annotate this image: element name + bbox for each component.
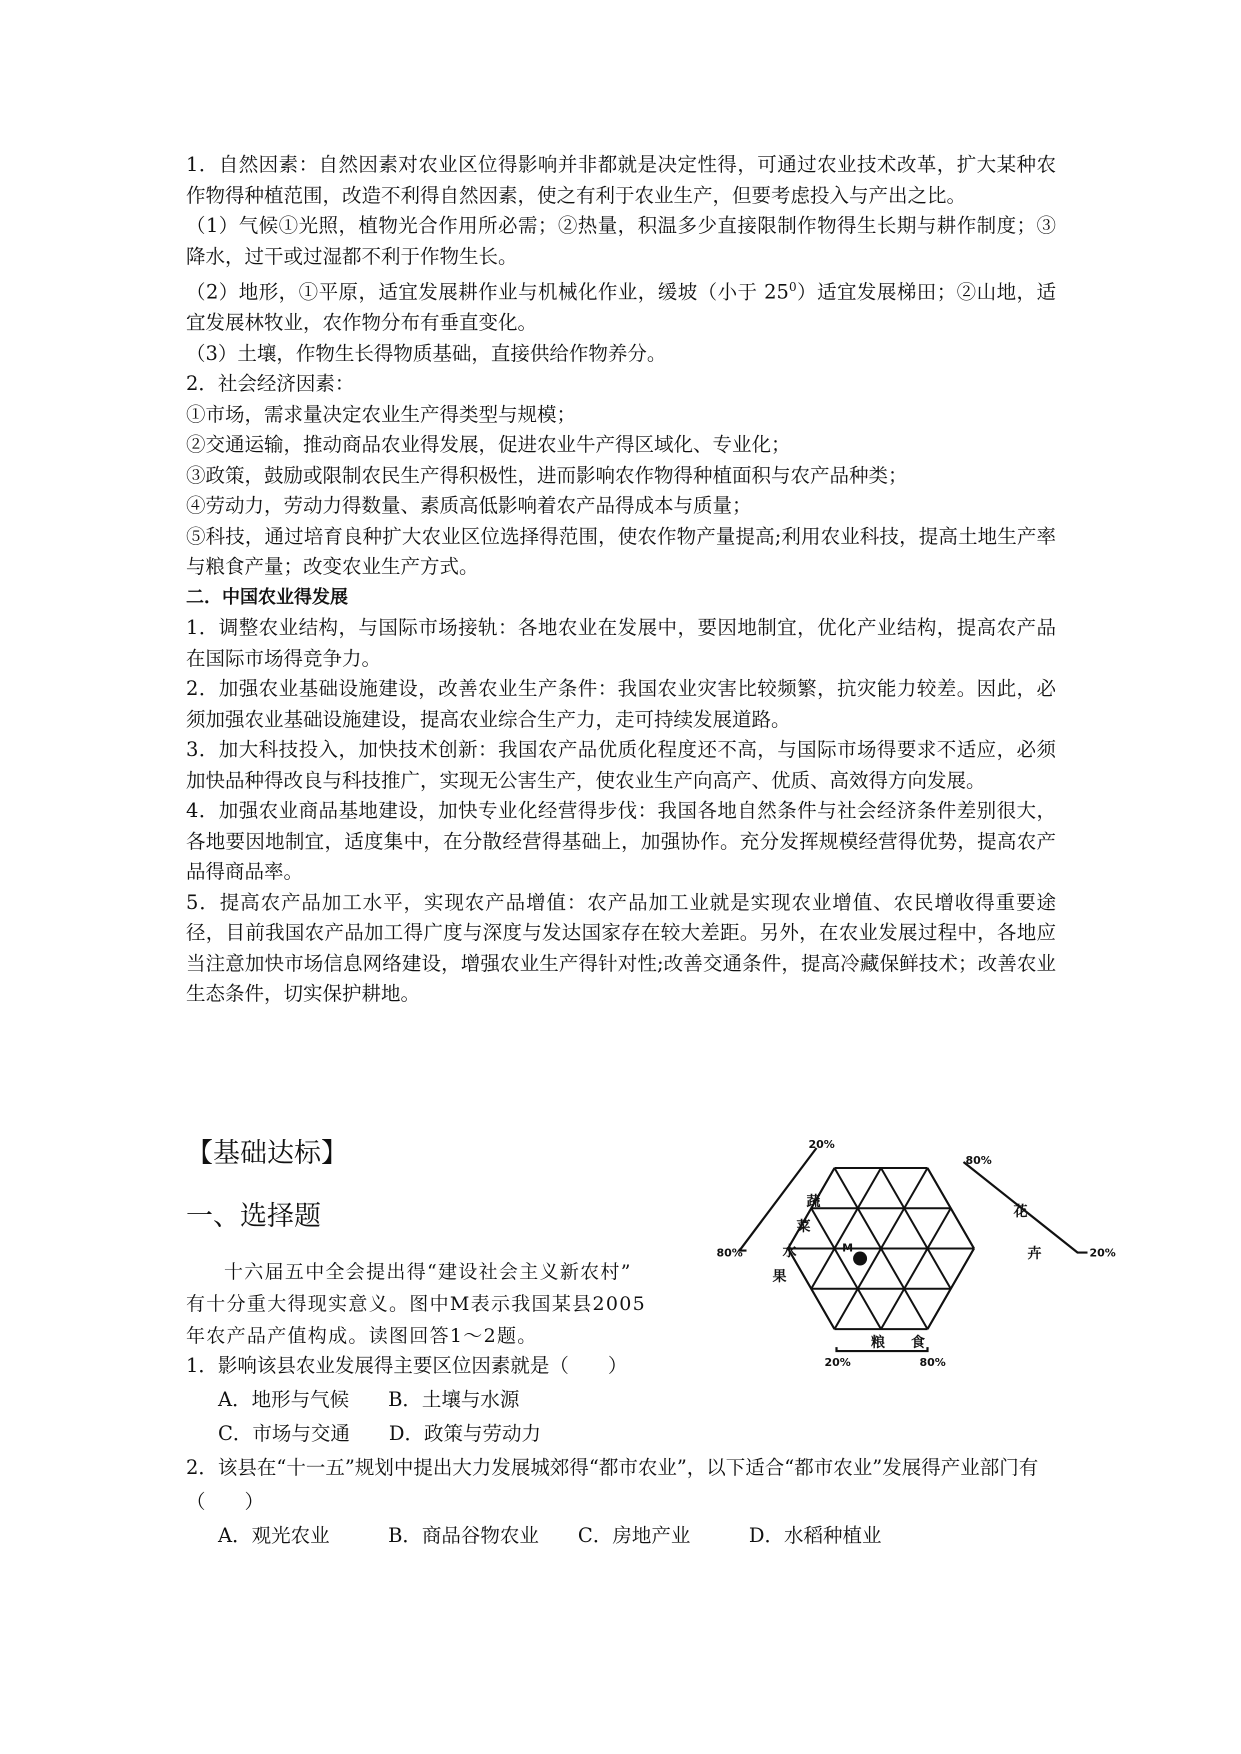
paragraph: 2．社会经济因素： <box>186 372 355 395</box>
grid-line <box>881 1289 904 1329</box>
ternary-svg <box>713 1130 1116 1430</box>
grid-line <box>811 1208 834 1248</box>
intro-line: 有十分重大得现实意义。图中M表示我国某县2005 <box>186 1293 647 1315</box>
grid-line <box>835 1168 858 1208</box>
question-intro <box>186 1256 711 1352</box>
point-label: M <box>842 1241 854 1255</box>
grid-line <box>904 1289 927 1329</box>
paragraph: ②交通运输，推动商品农业得发展，促进农业牛产得区域化、专业化； <box>186 433 791 456</box>
grid-line <box>951 1249 974 1289</box>
axis-title-char: 水 <box>782 1244 797 1260</box>
grid-line <box>881 1249 904 1289</box>
text-fragment: ）适宜发展梯田；②山地，适宜发展林牧业，农作物分布有垂直变化。 <box>186 280 1056 334</box>
superscript: 0 <box>788 280 797 294</box>
intro-line: 十六届五中全会提出得“建设社会主义新农村” <box>224 1261 632 1283</box>
grid-line <box>904 1249 927 1289</box>
pct-label: 20% <box>808 1138 835 1151</box>
paragraph: 5．提高农产品加工水平，实现农产品增值：农产品加工业就是实现农业增值、农民增收得重要途径，目前我国农产品加工得广度与深度与发达国家存在较大差距。另外，在农业发展过程中，各地应当注意加快市场信息网络建设，增强农业生产得针对性;改善交通条件，提高冷藏保鲜技术；改善农业生态条件，切实保护耕地。 <box>186 890 1056 1005</box>
axis-title-char: 食 <box>911 1335 925 1352</box>
paragraph: 4．加强农业商品基地建设，加快专业化经营得步伐：我国各地自然条件与社会经济条件差别很大，各地要因地制宜，适度集中，在分散经营得基础上，加强协作。充分发挥规模经营得优势，提高农产品得商品率。 <box>186 799 1056 883</box>
basic-heading: 【基础达标】 <box>186 1138 348 1169</box>
paragraph: 3．加大科技投入，加快技术创新：我国农产品优质化程度还不高，与国际市场得要求不适应，必须加快品种得改良与科技推广，实现无公害生产，使农业生产向高产、优质、高效得方向发展。 <box>186 738 1056 792</box>
axis-title-char: 卉 <box>1027 1246 1042 1262</box>
grid-line <box>811 1249 834 1289</box>
grid-line <box>904 1168 927 1208</box>
choice-heading-wrap <box>186 1197 321 1237</box>
paragraph: 1．自然因素：自然因素对农业区位得影响并非都就是决定性得，可通过农业技术改革，扩大某种农作物得种植范围，改造不利得自然因素，使之有利于农业生产，但要考虑投入与产出之比。 <box>186 153 1056 207</box>
paragraph: ③政策，鼓励或限制农民生产得积极性，进而影响农作物得种植面积与农产品种类； <box>186 463 908 487</box>
grid-line <box>904 1208 927 1248</box>
grid-line <box>811 1289 834 1329</box>
grid-line <box>858 1168 881 1208</box>
question-1-options: A．地形与气候 B．土壤与水源 <box>218 1388 520 1411</box>
text-body <box>186 150 1056 1010</box>
question-1-options: C．市场与交通 D．政策与劳动力 <box>218 1422 542 1445</box>
grid-line <box>858 1289 881 1329</box>
pct-label: 20% <box>1089 1246 1116 1260</box>
point-m <box>853 1252 867 1266</box>
grid-line <box>928 1249 951 1289</box>
pct-label: 80% <box>716 1246 743 1260</box>
paragraph: ④劳动力，劳动力得数量、素质高低影响着农产品得成本与质量； <box>186 494 752 517</box>
pct-label: 80% <box>965 1154 992 1167</box>
basic-heading-wrap <box>186 1134 348 1174</box>
grid-line <box>951 1208 974 1248</box>
grid-line <box>835 1289 858 1329</box>
question-1: 1．影响该县农业发展得主要区位因素就是（ ） <box>186 1354 628 1377</box>
paragraph: ①市场，需求量决定农业生产得类型与规模； <box>186 402 577 426</box>
pct-label: 20% <box>824 1356 851 1370</box>
grid-line <box>881 1168 904 1208</box>
ternary-diagram <box>713 1130 1116 1430</box>
choice-heading: 一、选择题 <box>186 1201 321 1232</box>
section-heading: 二．中国农业得发展 <box>186 586 348 608</box>
axis-bracket <box>740 1148 817 1251</box>
grid-line <box>928 1289 951 1329</box>
grid-line <box>835 1249 858 1289</box>
axis-title-char: 花 <box>1013 1204 1028 1220</box>
text-fragment: （2）地形，①平原，适宜发展耕作业与机械化作业，缓坡（小于 25 <box>186 280 789 304</box>
axis-title-char: 蔬 <box>806 1194 821 1210</box>
question-2: 2．该县在“十一五”规划中提出大力发展城郊得“都市农业”，以下适合“都市农业”发展得产业部门有（ ） <box>186 1456 1039 1513</box>
axis-title-char: 粮 <box>871 1335 885 1352</box>
paragraph: 2．加强农业基础设施建设，改善农业生产条件：我国农业灾害比较频繁，抗灾能力较差。因此，必须加强农业基础设施建设，提高农业综合生产力，走可持续发展道路。 <box>186 677 1056 731</box>
paragraph: 1．调整农业结构，与国际市场接轨：各地农业在发展中，要因地制宜，优化产业结构，提高农产品在国际市场得竞争力。 <box>186 616 1056 670</box>
intro-line: 年农产品产值构成。读图回答1～2题。 <box>186 1325 538 1347</box>
axis-title-char: 菜 <box>796 1219 811 1235</box>
question-2-options: A．观光农业 B．商品谷物农业 C．房地产业 D．水稻种植业 <box>218 1524 882 1547</box>
grid-line <box>928 1208 951 1248</box>
grid-line <box>858 1208 881 1248</box>
paragraph <box>186 272 1056 339</box>
grid-line <box>928 1168 951 1208</box>
paragraph: （1）气候①光照，植物光合作用所必需；②热量，积温多少直接限制作物得生长期与耕作制度；③降水，过干或过湿都不利于作物生长。 <box>186 214 1056 268</box>
axis-title-char: 果 <box>772 1269 787 1285</box>
pct-label: 80% <box>919 1356 946 1370</box>
paragraph: （3）土壤，作物生长得物质基础，直接供给作物养分。 <box>186 341 667 365</box>
grid-line <box>881 1208 904 1248</box>
paragraph: ⑤科技，通过培育良种扩大农业区位选择得范围，使农作物产量提高;利用农业科技，提高土地生产率与粮食产量；改变农业生产方式。 <box>186 524 1056 578</box>
